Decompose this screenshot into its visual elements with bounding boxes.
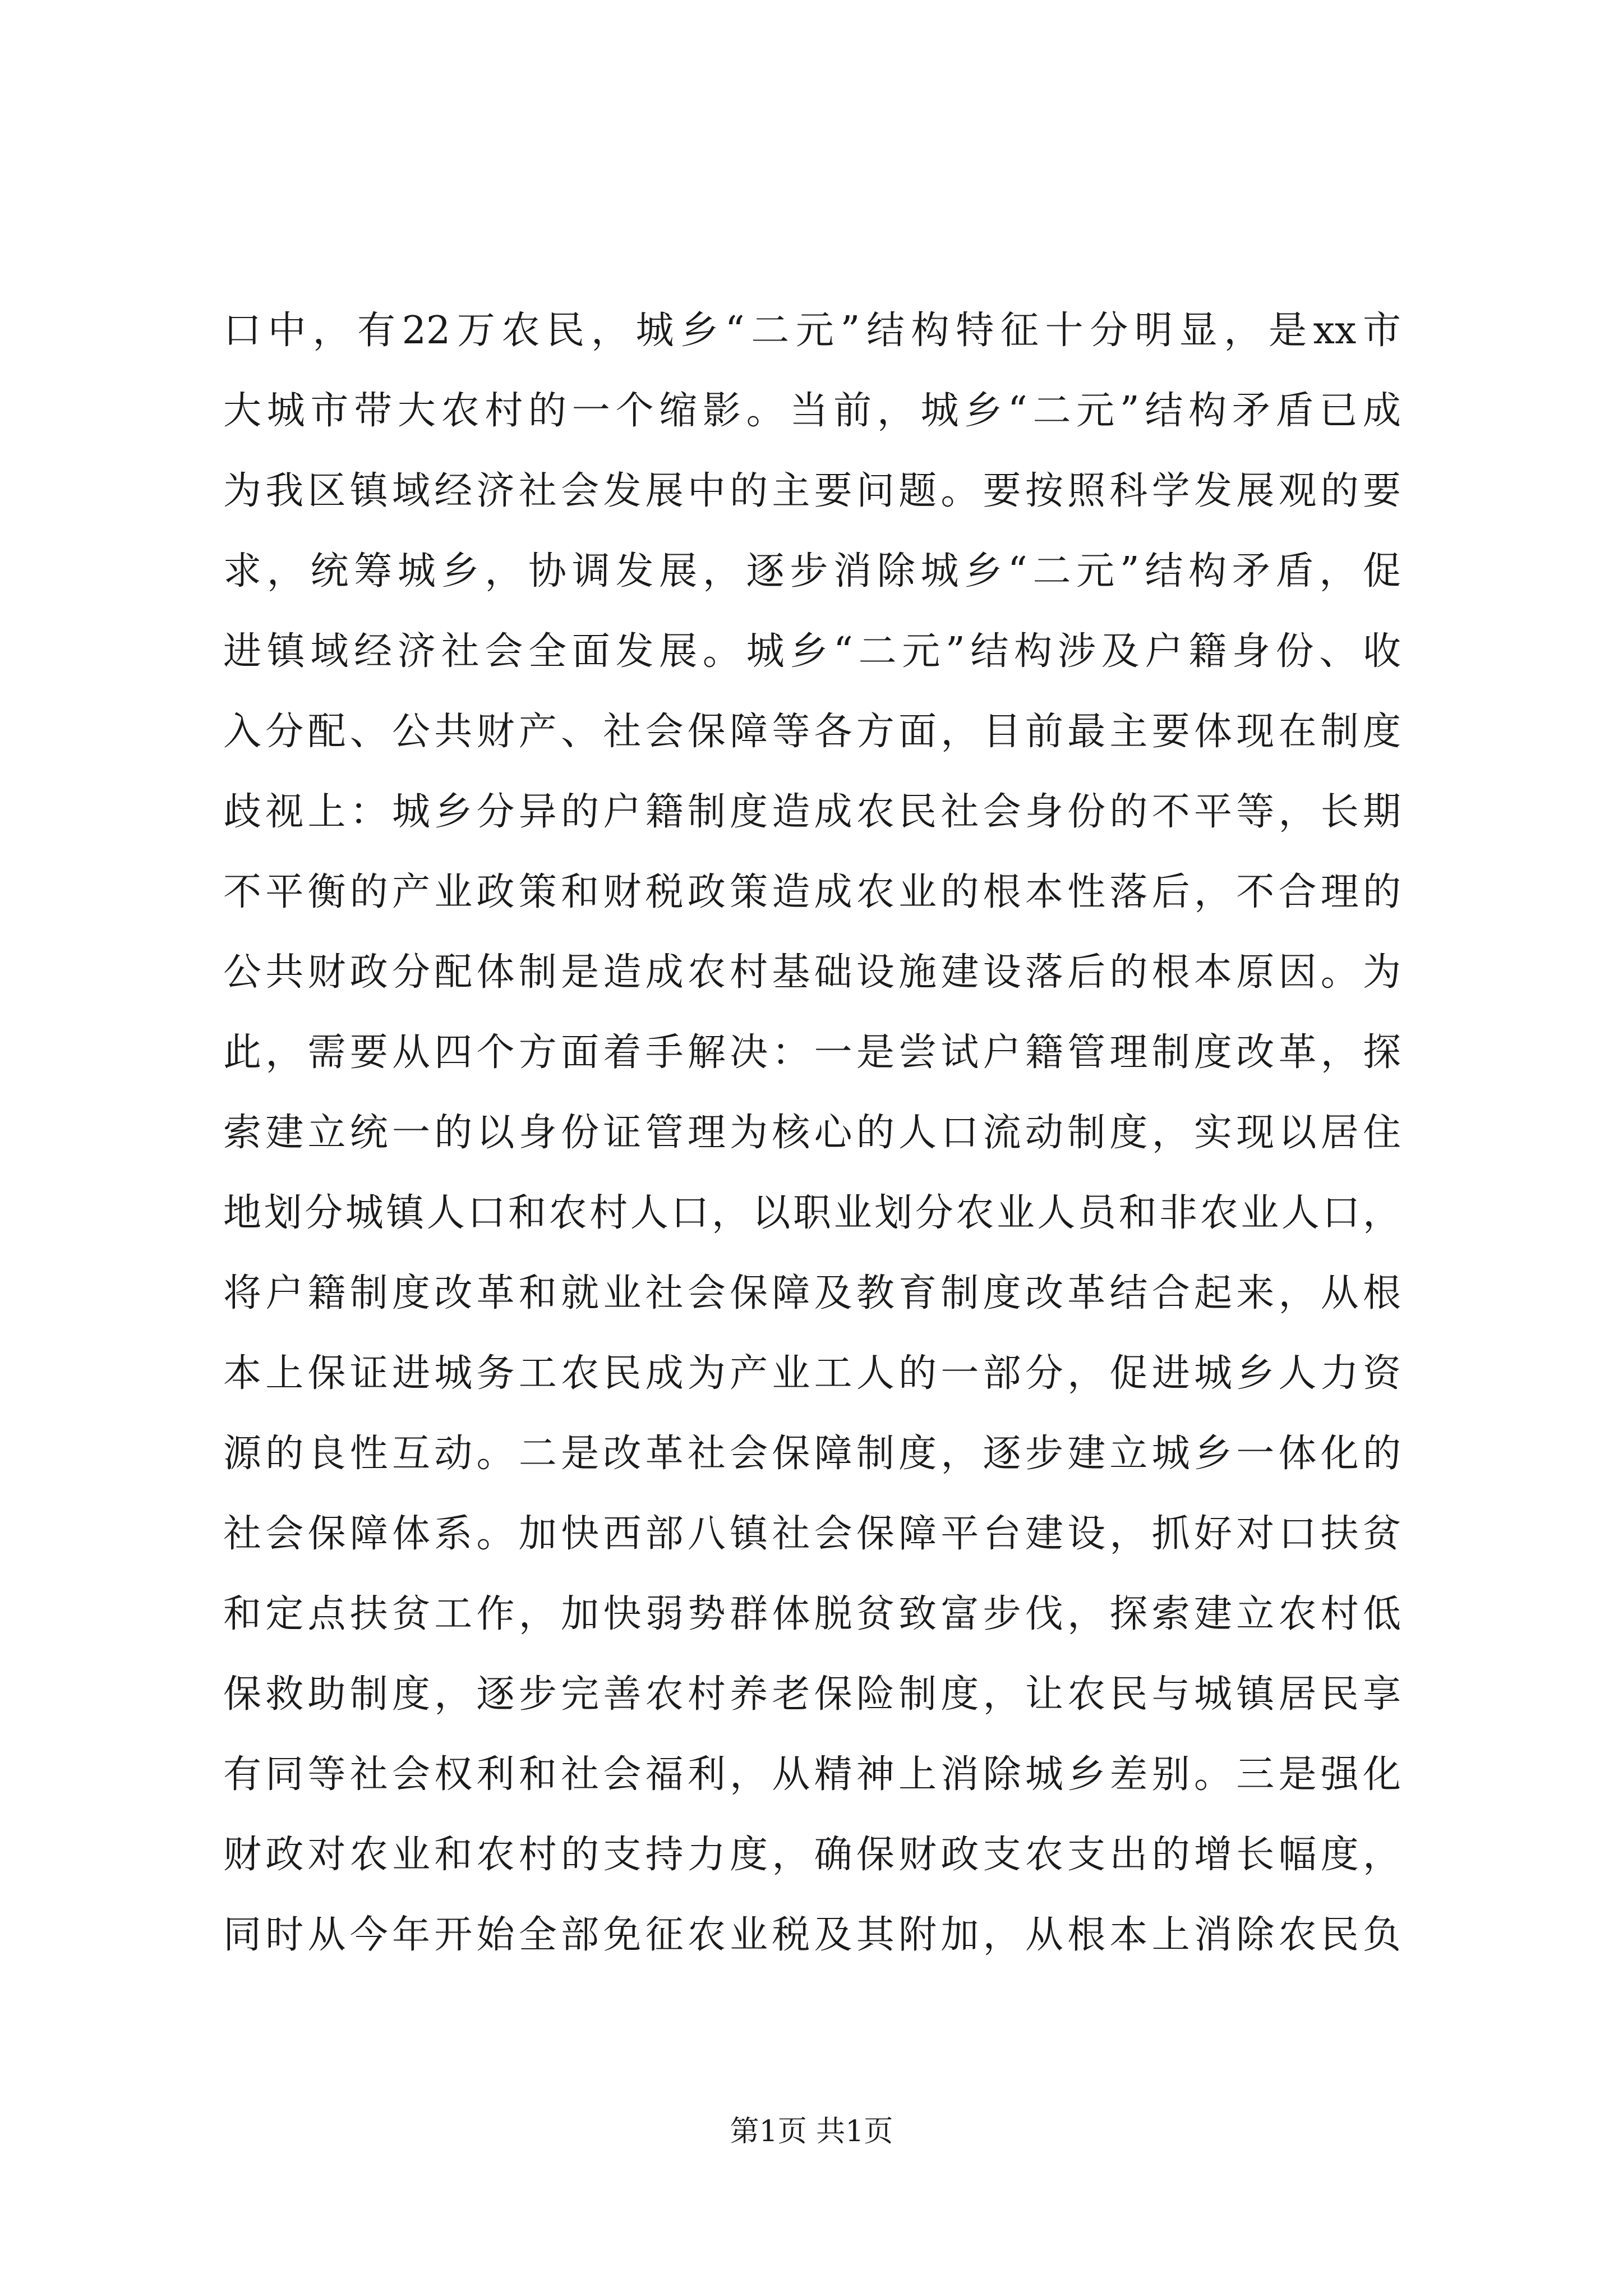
text-line: 此，需要从四个方面着手解决：一是尝试户籍管理制度改革，探 — [223, 1030, 1401, 1075]
text-line: 口中，有22万农民，城乡“二元”结构特征十分明显，是xx市 — [223, 309, 1401, 353]
text-line: 歧视上：城乡分异的户籍制度造成农民社会身份的不平等，长期 — [223, 790, 1401, 834]
text-line: 为我区镇域经济社会发展中的主要问题。要按照科学发展观的要 — [223, 469, 1401, 513]
text-line: 索建立统一的以身份证管理为核心的人口流动制度，实现以居住 — [223, 1111, 1401, 1155]
text-line: 本上保证进城务工农民成为产业工人的一部分，促进城乡人力资 — [223, 1351, 1401, 1396]
text-line: 同时从今年开始全部免征农业税及其附加，从根本上消除农民负 — [223, 1913, 1401, 1957]
text-line: 有同等社会权利和社会福利，从精神上消除城乡差别。三是强化 — [223, 1752, 1401, 1797]
page-footer: 第1页 共1页 — [730, 2115, 893, 2148]
text-line: 财政对农业和农村的支持力度，确保财政支农支出的增长幅度， — [223, 1833, 1401, 1877]
text-line: 和定点扶贫工作，加快弱势群体脱贫致富步伐，探索建立农村低 — [223, 1592, 1401, 1636]
text-line: 大城市带大农村的一个缩影。当前，城乡“二元”结构矛盾已成 — [223, 389, 1401, 433]
text-line: 进镇域经济社会全面发展。城乡“二元”结构涉及户籍身份、收 — [223, 629, 1401, 674]
text-line: 求，统筹城乡，协调发展，逐步消除城乡“二元”结构矛盾，促 — [223, 549, 1401, 593]
text-line: 不平衡的产业政策和财税政策造成农业的根本性落后，不合理的 — [223, 870, 1401, 914]
text-line: 地划分城镇人口和农村人口，以职业划分农业人员和非农业人口， — [223, 1191, 1401, 1235]
text-line: 源的良性互动。二是改革社会保障制度，逐步建立城乡一体化的 — [223, 1432, 1401, 1476]
text-line: 社会保障体系。加快西部八镇社会保障平台建设，抓好对口扶贫 — [223, 1512, 1401, 1556]
text-line: 入分配、公共财产、社会保障等各方面，目前最主要体现在制度 — [223, 710, 1401, 754]
body-paragraph — [223, 291, 1401, 1975]
text-line: 公共财政分配体制是造成农村基础设施建设落后的根本原因。为 — [223, 950, 1401, 995]
text-line: 将户籍制度改革和就业社会保障及教育制度改革结合起来，从根 — [223, 1271, 1401, 1315]
text-line: 保救助制度，逐步完善农村养老保险制度，让农民与城镇居民享 — [223, 1672, 1401, 1717]
